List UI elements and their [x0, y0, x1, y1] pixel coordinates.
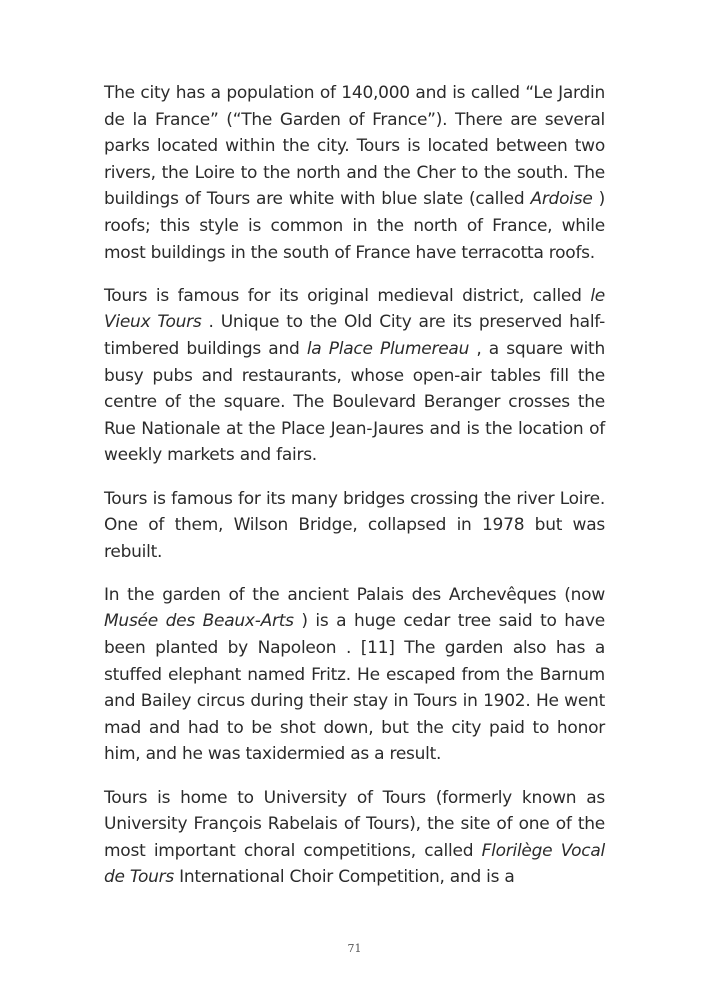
paragraph-1: [104, 80, 605, 266]
paragraph-2: [104, 283, 605, 469]
italic-term-le-vieux-tours: le Vieux Tours: [104, 285, 605, 333]
text-run: , a square with busy pubs and restaurants, whose open-air tables fill the centre of the square. The Boulevard Beranger crosses the Rue Nationale at the Place Jean-Jaures and is the location of weekly markets and fairs.: [104, 338, 605, 466]
page-number: 71: [347, 942, 362, 955]
text-run: The city has a population of 140,000 and is called “Le Jardin de la France” (“The Garden of France”). There are several parks located within the city. Tours is located between two rivers, the Loire to the north and the Cher to the south. The buildings of Tours are white with blue slate (called: [104, 83, 605, 210]
paragraph-3: [104, 486, 605, 566]
body-text: [104, 80, 605, 908]
italic-term-musee-des-beaux-arts: Musée des Beaux-Arts: [104, 611, 294, 632]
text-run: Tours is home to University of Tours (formerly known as University François Rabelais of Tours), the site of one of the most important choral competitions, called: [104, 787, 605, 861]
italic-term-la-place-plumereau: la Place Plumereau: [306, 338, 470, 359]
italic-term-florilege-vocal-de-tours: Florilège Vocal de Tours: [104, 840, 605, 888]
text-run: ) is a huge cedar tree said to have been planted by Napoleon . [11] The garden also has a stuffed elephant named Fritz. He escaped from the Barnum and Bailey circus during their stay in Tours in 1902. He went mad and had to be shot down, but the city paid to honor him, and he was taxidermied as a result.: [104, 611, 605, 765]
paragraph-5: [104, 785, 605, 891]
italic-term-ardoise: Ardoise: [530, 189, 593, 210]
text-run: Tours is famous for its many bridges crossing the river Loire. One of them, Wilson Bridge, collapsed in 1978 but was rebuilt.: [104, 488, 605, 562]
text-run: Tours is famous for its original medieval district, called: [104, 285, 591, 306]
text-run: . Unique to the Old City are its preserved half-timbered buildings and: [104, 312, 605, 359]
text-run: ) roofs; this style is common in the north of France, while most buildings in the south of France have terracotta roofs.: [104, 189, 605, 263]
text-run: International Choir Competition, and is a: [173, 867, 515, 888]
text-run: In the garden of the ancient Palais des Archevêques (now: [104, 584, 605, 605]
paragraph-4: [104, 582, 605, 768]
